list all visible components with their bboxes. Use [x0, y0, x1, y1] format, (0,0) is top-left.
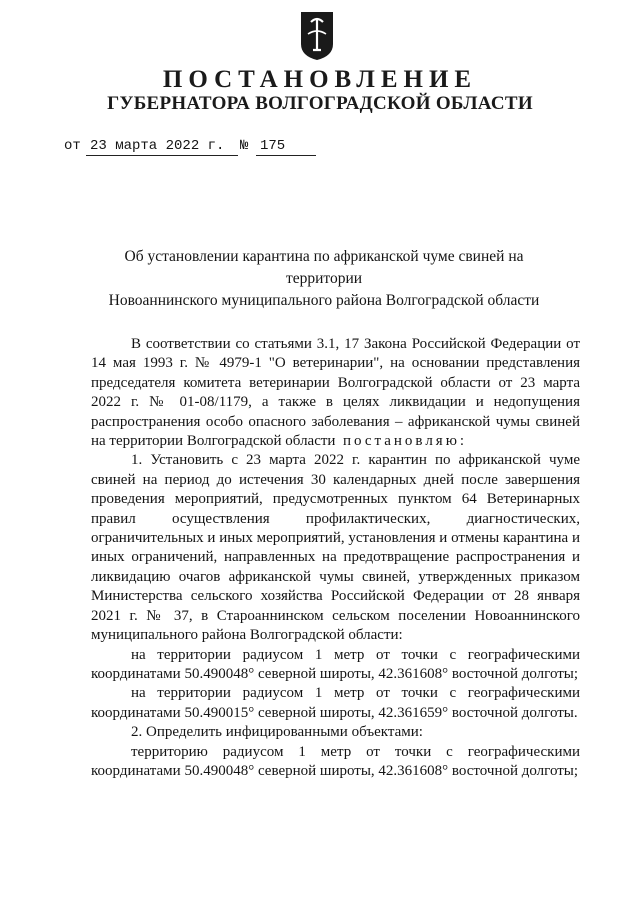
item-1a-paragraph: на территории радиусом 1 метр от точки с географическими координатами 50.490048° северной широты, 42.361608° восточной долготы; [91, 646, 580, 682]
preamble-paragraph: В соответствии со статьями 3.1, 17 Закона Российской Федерации от 14 мая 1993 г. № 4979-1 "О ветеринарии", на основании представления председателя комитета ветеринарии Волгоградской области от 23 марта 2022 г. № 01-08/1179, а также в целях ликвидации и недопущения распространения особо опасного заболевания – африканской чумы свиней на территории Волгоградской области постановляю: [91, 336, 580, 450]
date-prefix: от [64, 138, 81, 154]
item-1b-paragraph: на территории радиусом 1 метр от точки с географическими координатами 50.490015° северной широты, 42.361659° восточной долготы. [91, 685, 580, 721]
resolve-word: постановляю: [342, 433, 468, 450]
item-2-paragraph: 2. Определить инфицированными объектами: [131, 724, 423, 741]
subject-line-2: Новоаннинского муниципального района Волгоградской области [108, 292, 540, 309]
document-meta [64, 138, 344, 158]
document-number: 175 [256, 138, 316, 156]
coat-of-arms-emblem [298, 10, 336, 62]
item-2a-paragraph: территорию радиусом 1 метр от точки с географическими координатами 50.490048° северной широты, 42.361608° восточной долготы; [91, 743, 580, 779]
document-date: 23 марта 2022 г. [86, 138, 238, 156]
subject-line-1: Об установлении карантина по африканской чуме свиней на территории [124, 248, 524, 287]
document-subtitle: ГУБЕРНАТОРА ВОЛГОГРАДСКОЙ ОБЛАСТИ [107, 93, 533, 114]
document-body [91, 335, 580, 781]
document-title: ПОСТАНОВЛЕНИЕ [162, 66, 478, 93]
item-1-paragraph: 1. Установить с 23 марта 2022 г. карантин по африканской чуме свиней на период до истечения 30 календарных дней после завершения проведения мероприятий, предусмотренных пунктом 64 Ветеринарных правил осуществления профилактических, диагностических, ограничительных и иных мероприятий, установления и отмены карантина и иных ограничений, направленных на предотвращение распространения и ликвидацию очагов африканской чумы свиней, утвержденных приказом Министерства сельского хозяйства Российской Федерации от 28 января 2021 г. № 37, в Староаннинском сельском поселении Новоаннинского муниципального района Волгоградской области: [91, 452, 580, 644]
document-subject [88, 246, 560, 312]
number-prefix: № [240, 138, 249, 154]
